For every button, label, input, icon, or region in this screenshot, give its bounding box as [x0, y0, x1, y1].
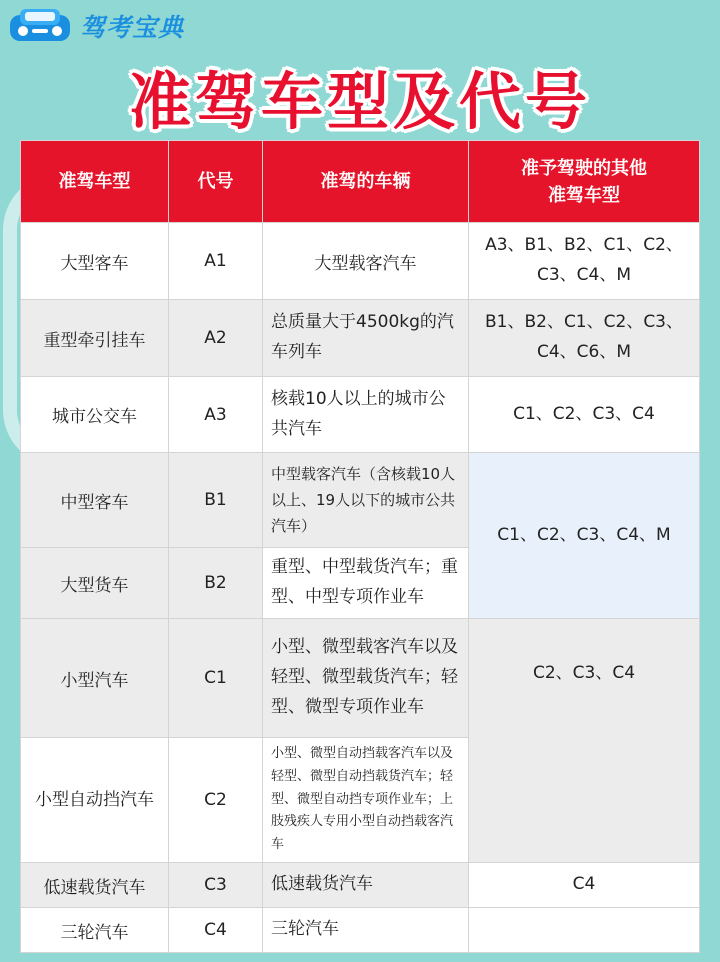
header-others-line1: 准予驾驶的其他: [521, 157, 647, 179]
table-row: [21, 453, 700, 548]
cell-type: 低速载货汽车: [21, 863, 169, 908]
header-code: 代号: [169, 141, 263, 223]
cell-others: C1、C2、C3、C4、M: [469, 453, 700, 619]
license-class-table: [20, 140, 700, 953]
cell-vehicles: 核载10人以上的城市公共汽车: [263, 377, 469, 453]
header-others-line2: 准驾车型: [548, 184, 620, 206]
cell-type: 小型自动挡汽车: [21, 738, 169, 863]
cell-others: B1、B2、C1、C2、C3、C4、C6、M: [469, 300, 700, 377]
cell-others: C1、C2、C3、C4: [469, 377, 700, 453]
brand-name: 驾考宝典: [80, 13, 185, 42]
table-row: [21, 908, 700, 953]
cell-code: A1: [169, 223, 263, 300]
cell-vehicles: 中型载客汽车（含核载10人以上、19人以下的城市公共汽车）: [263, 453, 469, 548]
cell-type: 大型客车: [21, 223, 169, 300]
header-type: 准驾车型: [21, 141, 169, 223]
cell-code: C4: [169, 908, 263, 953]
cell-type: 小型汽车: [21, 619, 169, 738]
cell-type: 城市公交车: [21, 377, 169, 453]
cell-type: 重型牵引挂车: [21, 300, 169, 377]
page-title: 准驾车型及代号: [128, 65, 591, 138]
cell-type: 三轮汽车: [21, 908, 169, 953]
table-header-row: [21, 141, 700, 223]
cell-type: 中型客车: [21, 453, 169, 548]
brand: [8, 6, 184, 46]
header-others: [469, 141, 700, 223]
cell-vehicles: 总质量大于4500kg的汽车列车: [263, 300, 469, 377]
cell-code: B2: [169, 548, 263, 619]
cell-vehicles: 大型载客汽车: [263, 223, 469, 300]
cell-others: C2、C3、C4: [469, 619, 700, 863]
cell-code: C3: [169, 863, 263, 908]
header-vehicles: 准驾的车辆: [263, 141, 469, 223]
cell-vehicles: 低速载货汽车: [263, 863, 469, 908]
table-row: [21, 300, 700, 377]
table-row: [21, 223, 700, 300]
cell-code: C2: [169, 738, 263, 863]
cell-others-empty: [469, 908, 700, 953]
table-row: [21, 863, 700, 908]
cell-code: C1: [169, 619, 263, 738]
cell-others: C4: [469, 863, 700, 908]
table-row: [21, 377, 700, 453]
cell-vehicles: 三轮汽车: [263, 908, 469, 953]
cell-others: A3、B1、B2、C1、C2、C3、C4、M: [469, 223, 700, 300]
cell-vehicles: 小型、微型载客汽车以及轻型、微型载货汽车；轻型、微型专项作业车: [263, 619, 469, 738]
cell-vehicles: 小型、微型自动挡载客汽车以及轻型、微型自动挡载货汽车；轻型、微型自动挡专项作业车；上肢残疾人专用小型自动挡载客汽车: [263, 738, 469, 863]
cell-code: A2: [169, 300, 263, 377]
cell-vehicles: 重型、中型载货汽车；重型、中型专项作业车: [263, 548, 469, 619]
car-logo-icon: [8, 7, 72, 45]
cell-type: 大型货车: [21, 548, 169, 619]
cell-code: A3: [169, 377, 263, 453]
table-row: [21, 619, 700, 738]
cell-code: B1: [169, 453, 263, 548]
